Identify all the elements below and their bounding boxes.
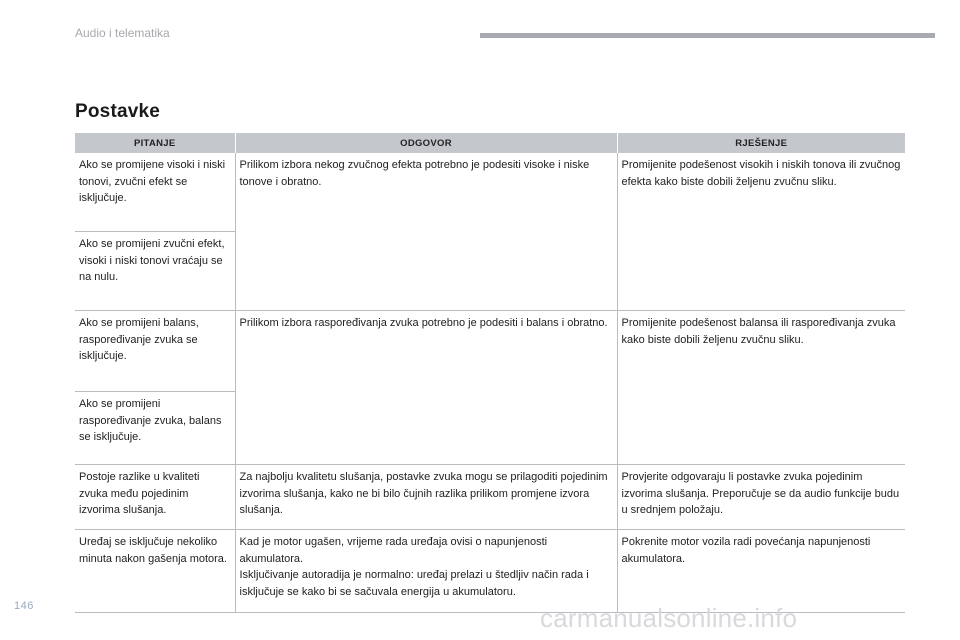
question-cell: Postoje razlike u kvaliteti zvuka među pojedinim izvorima slušanja. — [75, 465, 235, 530]
question-cell: Ako se promijeni balans, raspoređivanje zvuka se isključuje. — [75, 311, 235, 392]
section-header-label: Audio i telematika — [75, 26, 170, 40]
table-row — [75, 153, 905, 232]
solution-cell: Pokrenite motor vozila radi povećanja napunjenosti akumulatora. — [617, 530, 905, 613]
table-row — [75, 311, 905, 392]
page-title: Postavke — [75, 101, 161, 122]
page-number: 146 — [14, 600, 34, 612]
column-header-question: PITANJE — [75, 133, 235, 153]
watermark-logo: carmanualsonline.info — [540, 603, 798, 633]
header-divider-bar — [480, 33, 935, 38]
solution-cell: Promijenite podešenost balansa ili raspoređivanja zvuka kako biste dobili željenu zvučnu sliku. — [617, 311, 905, 465]
answer-cell — [235, 530, 617, 613]
answer-line: Isključivanje autoradija je normalno: uređaj prelazi u štedljiv način rada i isključuje se kako bi se sačuvala energija u akumulatoru. — [239, 569, 589, 598]
table-row — [75, 530, 905, 613]
question-cell: Ako se promijeni zvučni efekt, visoki i niski tonovi vraćaju se na nulu. — [75, 232, 235, 311]
table-row — [75, 465, 905, 530]
faq-table — [75, 133, 905, 613]
column-header-answer: ODGOVOR — [235, 133, 617, 153]
answer-cell: Prilikom izbora raspoređivanja zvuka potrebno je podesiti i balans i obratno. — [235, 311, 617, 465]
solution-cell: Provjerite odgovaraju li postavke zvuka pojedinim izvorima slušanja. Preporučuje se da audio funkcije budu u srednjem položaju. — [617, 465, 905, 530]
solution-cell: Promijenite podešenost visokih i niskih tonova ili zvučnog efekta kako biste dobili željenu zvučnu sliku. — [617, 153, 905, 311]
answer-line: Kad je motor ugašen, vrijeme rada uređaja ovisi o napunjenosti akumulatora. — [239, 536, 548, 565]
question-cell: Ako se promijeni raspoređivanje zvuka, balans se isključuje. — [75, 392, 235, 465]
answer-cell: Za najbolju kvalitetu slušanja, postavke zvuka mogu se prilagoditi pojedinim izvorima slušanja, kako ne bi bilo čujnih razlika prilikom promjene izvora slušanja. — [235, 465, 617, 530]
column-header-solution: RJEŠENJE — [617, 133, 905, 153]
question-cell: Uređaj se isključuje nekoliko minuta nakon gašenja motora. — [75, 530, 235, 613]
table-header-row — [75, 133, 905, 153]
question-cell: Ako se promijene visoki i niski tonovi, zvučni efekt se isključuje. — [75, 153, 235, 232]
answer-cell: Prilikom izbora nekog zvučnog efekta potrebno je podesiti visoke i niske tonove i obratno. — [235, 153, 617, 311]
